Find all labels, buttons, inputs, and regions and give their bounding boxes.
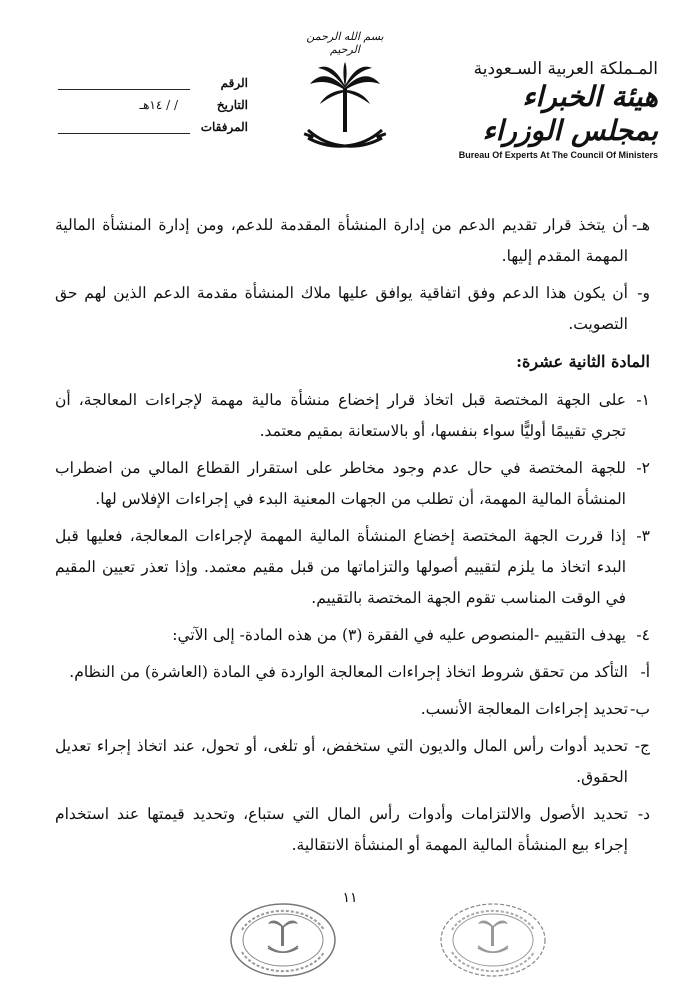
date-row <box>48 90 248 112</box>
item-text: التأكد من تحقق شروط اتخاذ إجراءات المعالجة الواردة في المادة (العاشرة) من النظام. <box>69 663 628 681</box>
paragraph-2 <box>55 453 650 515</box>
paragraph-marker: ٣- <box>636 527 650 545</box>
item-text: أن يكون هذا الدعم وفق اتفاقية يوافق عليها ملاك المنشأة مقدمة الدعم الذين لهم حق التصويت. <box>55 284 628 333</box>
paragraph-3 <box>55 521 650 614</box>
kingdom-name: المـملكة العربية السـعودية <box>473 59 658 79</box>
paragraph-4c <box>55 731 650 793</box>
paragraph-marker: ٤- <box>636 626 650 644</box>
item-marker: د- <box>637 805 650 823</box>
item-marker: ب- <box>630 700 650 718</box>
item-marker: هـ- <box>632 216 650 234</box>
number-label: الرقم <box>220 76 248 90</box>
paragraph-4d <box>55 799 650 861</box>
paragraph-marker: ٢- <box>636 459 650 477</box>
item-marker: و- <box>637 284 650 302</box>
attachments-label: المرفقات <box>200 120 248 134</box>
item-marker: ج- <box>634 737 650 755</box>
letterhead-org <box>458 58 658 160</box>
item-h <box>55 210 650 272</box>
item-text: تحديد أدوات رأس المال والديون التي ستخفض، أو تلغى، أو تحول، عند اتخاذ إجراء تعديل الحقوق. <box>55 737 628 786</box>
bureau-name-english: Bureau Of Experts At The Council Of Ministers <box>458 150 658 160</box>
paragraph-marker: ١- <box>636 391 650 409</box>
item-text: تحديد إجراءات المعالجة الأنسب. <box>420 700 628 718</box>
item-text: أن يتخذ قرار تقديم الدعم من إدارة المنشأة المقدمة للدعم، ومن إدارة المنشأة المالية المهمة المقدم إليها. <box>55 216 628 265</box>
item-marker: أ- <box>640 663 650 681</box>
paragraph-4b <box>55 694 650 725</box>
item-w <box>55 278 650 340</box>
attachments-line <box>58 121 190 134</box>
letterhead-emblem <box>290 30 400 162</box>
attachments-row <box>48 112 248 134</box>
item-text: تحديد الأصول والالتزامات وأدوات رأس المال التي ستباع، وتحديد قيمتها عند استخدام إجراء بيع المنشأة المالية المهمة أو المنشأة الانتقالية. <box>55 805 628 854</box>
official-stamp-icon <box>438 900 548 980</box>
article-heading: المادة الثانية عشرة: <box>516 352 650 371</box>
basmala: بسم الله الرحمن الرحيم <box>306 30 384 56</box>
paragraph-4a <box>55 657 650 688</box>
date-value: / / ١٤هـ <box>139 98 178 112</box>
number-row <box>48 68 248 90</box>
bureau-name-arabic: هيئة الخبراء بمجلس الوزراء <box>482 80 658 147</box>
letter-meta <box>48 68 248 134</box>
paragraph-4 <box>55 620 650 651</box>
paragraph-text: يهدف التقييم -المنصوص عليه في الفقرة (٣) من هذه المادة- إلى الآتي: <box>172 626 626 644</box>
paragraph-text: إذا قررت الجهة المختصة إخضاع المنشأة المالية المهمة لإجراءات المعالجة، فعليها قبل البدء اتخاذ ما يلزم لتقييم أصولها والتزاماتها من قبل مقيم معتمد. وإذا تعذر تعيين المقيم في الوقت المناسب تقوم الجهة المختصة بالتقييم. <box>55 527 626 607</box>
paragraph-text: للجهة المختصة في حال عدم وجود مخاطر على استقرار القطاع المالي من اضطراب المنشأة المالية المهمة، أن تطلب من الجهات المعنية البدء في إجراءات الإفلاس لها. <box>55 459 626 508</box>
number-line <box>58 77 190 90</box>
date-label: التاريخ <box>216 98 248 112</box>
paragraph-1 <box>55 385 650 447</box>
official-stamp-icon <box>228 900 338 980</box>
page-number: ١١ <box>342 890 358 906</box>
document-body <box>55 210 650 867</box>
paragraph-text: على الجهة المختصة قبل اتخاذ قرار إخضاع منشأة مالية مهمة لإجراءات المعالجة، أن تجري تقييمًا أوليًّا سواء بنفسها، أو بالاستعانة بمقيم معتمد. <box>55 391 626 440</box>
palm-swords-emblem-icon <box>300 58 390 158</box>
